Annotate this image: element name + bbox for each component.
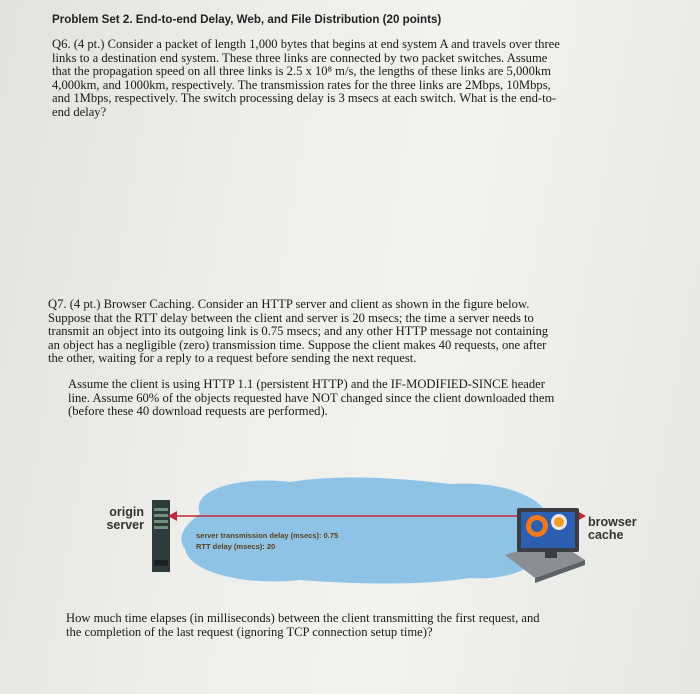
q7-paragraph xyxy=(48,298,658,366)
q7-line: the other, waiting for a reply to a request before sending the next request. xyxy=(48,351,417,365)
problem-set-heading: Problem Set 2. End-to-end Delay, Web, and File Distribution (20 points) xyxy=(52,13,442,26)
q7-assumption-paragraph xyxy=(68,378,658,419)
q6-line: 4,000km, and 1000km, respectively. The transmission rates for the three links are 2Mbps, 10Mbps, xyxy=(52,77,551,92)
q6-line: that the propagation speed on all three links is 2.5 x 10⁸ m/s, the lengths of these links are 5,000km xyxy=(52,64,551,78)
http-caching-figure xyxy=(80,480,660,600)
figure-delay-text xyxy=(196,530,338,552)
q7-question-paragraph xyxy=(66,612,666,639)
server-delay-text: server transmission delay (msecs): 0.75 xyxy=(196,531,339,540)
q7-line: Suppose that the RTT delay between the client and server is 20 msecs; the time a server needs to xyxy=(48,310,534,325)
q7-line: transmit an object into its outgoing link is 0.75 msecs; and any other HTTP message not containing xyxy=(48,324,549,338)
client-computer-icon xyxy=(495,500,590,585)
origin-server-label xyxy=(89,506,144,532)
q7-line: Q7. (4 pt.) Browser Caching. Consider an HTTP server and client as shown in the figure below. xyxy=(48,297,530,311)
q7-assume-line: line. Assume 60% of the objects requested have NOT changed since the client downloaded them xyxy=(68,390,555,405)
q6-line: end delay? xyxy=(52,104,107,119)
q7-assume-line: (before these 40 download requests are performed). xyxy=(68,404,328,418)
q7-assume-line: Assume the client is using HTTP 1.1 (persistent HTTP) and the IF-MODIFIED-SINCE header xyxy=(68,377,545,391)
q6-line: links to a destination end system. These three links are connected by two packet switches. Assume xyxy=(52,50,548,65)
q6-line: Q6. (4 pt.) Consider a packet of length 1,000 bytes that begins at end system A and travels over three xyxy=(52,37,560,51)
server-label-line: server xyxy=(106,518,144,532)
q6-line: and 1Mbps, respectively. The switch processing delay is 3 msecs at each switch. What is the end-to- xyxy=(52,91,557,105)
q7-line: an object has a negligible (zero) transmission time. Suppose the client makes 40 requests, one after xyxy=(48,337,547,352)
browser-label-line: browser xyxy=(588,515,637,529)
origin-label-line: origin xyxy=(109,505,144,519)
rtt-delay-text: RTT delay (msecs): 20 xyxy=(196,542,276,551)
cache-label-line: cache xyxy=(588,528,624,542)
q7-question-line: How much time elapses (in milliseconds) between the client transmitting the first request, and xyxy=(66,611,540,625)
browser-cache-label xyxy=(588,516,637,542)
q6-paragraph xyxy=(52,38,652,119)
q7-question-line: the completion of the last request (ignoring TCP connection setup time)? xyxy=(66,624,433,639)
